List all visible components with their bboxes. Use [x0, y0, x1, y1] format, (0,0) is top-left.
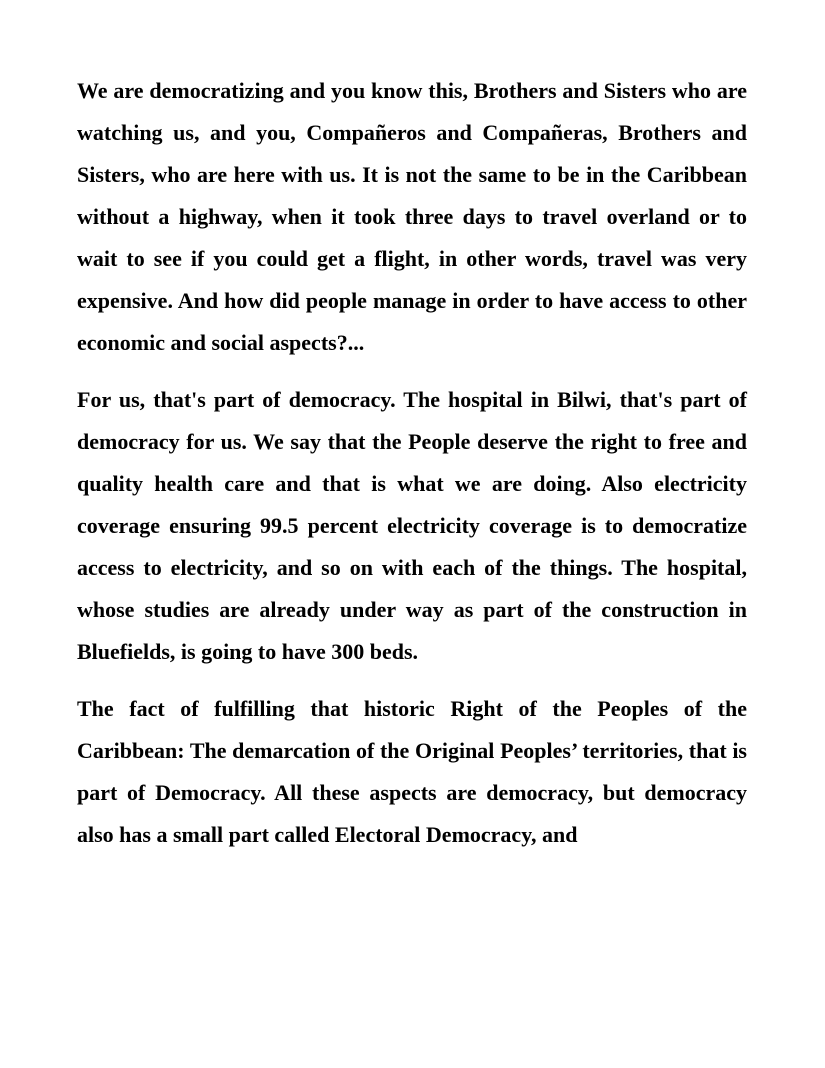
paragraph-3: The fact of fulfilling that historic Right of the Peoples of the Caribbean: The demarcation of the Original Peoples’ territories, that is part of Democracy. All these aspects are democracy, but democracy also has a small part called Electoral Democracy, and: [77, 696, 747, 847]
paragraph-1: We are democratizing and you know this, Brothers and Sisters who are watching us, and you, Compañeros and Compañeras, Brothers and Sisters, who are here with us. It is not the same to be in the Caribbean without a highway, when it took three days to travel overland or to wait to see if you could get a flight, in other words, travel was very expensive. And how did people manage in order to have access to other economic and social aspects?...: [77, 78, 747, 355]
paragraph-2: For us, that's part of democracy. The hospital in Bilwi, that's part of democracy for us. We say that the People deserve the right to free and quality health care and that is what we are doing. Also electricity coverage ensuring 99.5 percent electricity coverage is to democratize access to electricity, and so on with each of the things. The hospital, whose studies are already under way as part of the construction in Bluefields, is going to have 300 beds.: [77, 387, 747, 664]
document-body: [77, 70, 747, 871]
